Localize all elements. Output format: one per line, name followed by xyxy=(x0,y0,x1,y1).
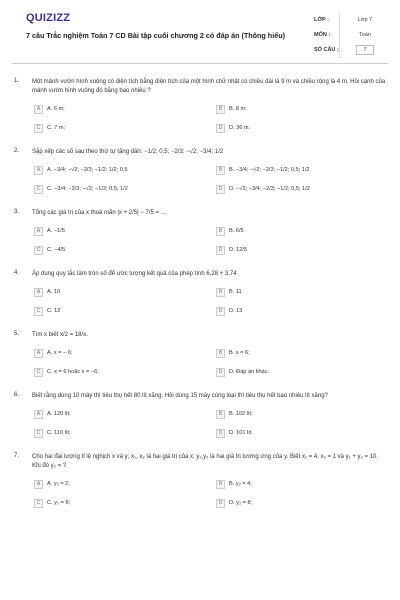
answer-text: D. 13 xyxy=(229,308,243,314)
answer-option-d[interactable] xyxy=(216,183,388,195)
worksheet-header xyxy=(12,0,388,64)
answer-text: B. 102 lít; xyxy=(229,411,253,417)
answer-text: A. 10 xyxy=(47,289,61,295)
answer-option-d[interactable] xyxy=(216,497,388,509)
answer-option-c[interactable] xyxy=(34,305,216,317)
answer-option-d[interactable] xyxy=(216,427,388,439)
answer-option-c[interactable] xyxy=(34,497,216,509)
answer-option-c[interactable] xyxy=(34,366,216,378)
answer-option-b[interactable] xyxy=(216,347,388,359)
question-4 xyxy=(14,270,386,317)
answer-text: C. y₂ = 6; xyxy=(47,500,71,506)
answer-letter-box: A xyxy=(34,166,43,175)
answer-option-a[interactable] xyxy=(34,225,216,237)
answer-letter-box: B xyxy=(216,480,225,489)
answer-option-b[interactable] xyxy=(216,478,388,490)
question-2 xyxy=(14,148,386,195)
answer-option-b[interactable] xyxy=(216,225,388,237)
answer-letter-box: C xyxy=(34,368,43,377)
meta-row-count xyxy=(314,42,374,57)
question-list xyxy=(14,78,386,523)
answer-letter-box: D xyxy=(216,185,225,194)
answer-text: C. 110 lít; xyxy=(47,430,71,436)
question-number: 6. xyxy=(14,392,20,398)
answer-letter-box: D xyxy=(216,124,225,133)
question-number: 5. xyxy=(14,331,20,337)
answer-text: A. −3/4; −√2; −2/3; −1/2; 1/2; 0,5 xyxy=(47,167,128,173)
meta-value-count: 7 xyxy=(356,45,374,55)
question-text: Tổng các giá trị của x thoả mãn |x + 2/5| − 7/5 = ... xyxy=(32,210,166,216)
question-number: 7. xyxy=(14,453,20,459)
answer-letter-box: A xyxy=(34,227,43,236)
answer-letter-box: B xyxy=(216,288,225,297)
answer-option-c[interactable] xyxy=(34,244,216,256)
answer-text: D. 36 m. xyxy=(229,125,251,131)
meta-value-grade: Lớp 7 xyxy=(357,16,373,23)
meta-label: MÔN : xyxy=(314,31,331,38)
answer-text: A. y₂ = 2; xyxy=(47,481,70,487)
answer-option-d[interactable] xyxy=(216,305,388,317)
answer-letter-box: C xyxy=(34,246,43,255)
answer-letter-box: D xyxy=(216,368,225,377)
answer-letter-box: B xyxy=(216,227,225,236)
answer-option-c[interactable] xyxy=(34,122,216,134)
answer-letter-box: C xyxy=(34,429,43,438)
question-text: Biết rằng dùng 10 máy thì tiêu thụ hết 80 lít xăng. Hỏi dùng 15 máy cùng loại thì tiêu thụ hết bao nhiêu lít xăng? xyxy=(32,393,328,399)
question-number: 1. xyxy=(14,78,20,84)
answer-letter-box: B xyxy=(216,410,225,419)
question-number: 3. xyxy=(14,209,20,215)
answer-option-a[interactable] xyxy=(34,103,216,115)
question-text: Áp dụng quy tắc làm tròn số để ước lượng kết quả của phép tính 6,28 + 3,74 xyxy=(32,271,237,277)
answer-text: D. 12/5 xyxy=(229,247,248,253)
answer-text: B. 8 m; xyxy=(229,106,247,112)
answer-letter-box: D xyxy=(216,246,225,255)
answer-text: B. 6/5 xyxy=(229,228,244,234)
answer-letter-box: A xyxy=(34,480,43,489)
meta-label: LỚP : xyxy=(314,16,329,23)
answer-letter-box: D xyxy=(216,429,225,438)
answer-letter-box: A xyxy=(34,349,43,358)
answer-option-b[interactable] xyxy=(216,408,388,420)
answer-text: B. x = 6; xyxy=(229,350,250,356)
answer-text: D. −√2; −3/4; −2/3; −1/2; 0,5; 1/2 xyxy=(229,186,310,192)
answer-option-a[interactable] xyxy=(34,164,216,176)
answer-text: D. 101 lít. xyxy=(229,430,253,436)
answer-option-a[interactable] xyxy=(34,347,216,359)
answer-text: C. 12 xyxy=(47,308,61,314)
answer-letter-box: C xyxy=(34,307,43,316)
answer-letter-box: C xyxy=(34,124,43,133)
meta-label: SỐ CÂU : xyxy=(314,46,339,53)
answer-letter-box: A xyxy=(34,410,43,419)
question-text: Cho hai đại lượng tỉ lệ nghịch x và y; x₁, x₂ là hai giá trị của x; y₁,y₂ là hai giá trị tương ứng của y. Biết x₁ = 4, x₂ = 1 và y₁ + y₂ = 10. Khi đó y₂ = ? xyxy=(32,454,379,469)
quizizz-logo: QUIZIZZ xyxy=(26,12,71,24)
answer-option-a[interactable] xyxy=(34,478,216,490)
meta-panel xyxy=(314,12,374,57)
answer-text: C. x = 6 hoặc x = −6; xyxy=(47,369,99,375)
answer-option-d[interactable] xyxy=(216,244,388,256)
question-3 xyxy=(14,209,386,256)
answer-letter-box: A xyxy=(34,288,43,297)
answer-text: D. Đáp án khác. xyxy=(229,369,270,375)
answer-text: A. 6 m; xyxy=(47,106,65,112)
answer-letter-box: B xyxy=(216,166,225,175)
answer-letter-box: D xyxy=(216,307,225,316)
answer-option-b[interactable] xyxy=(216,286,388,298)
question-text: Sắp xếp các số sau theo thứ tự tăng dần: −1/2; 0,5; −2/3; −√2; −3/4; 1/2 xyxy=(32,149,224,155)
answer-letter-box: D xyxy=(216,499,225,508)
worksheet-title: 7 câu Trắc nghiệm Toán 7 CD Bài tập cuối chương 2 có đáp án (Thông hiểu) xyxy=(26,31,285,40)
answer-option-d[interactable] xyxy=(216,122,388,134)
answer-text: B. 11 xyxy=(229,289,242,295)
answer-text: A. x = − 6; xyxy=(47,350,73,356)
answer-text: B. y₂ = 4; xyxy=(229,481,252,487)
question-number: 2. xyxy=(14,148,20,154)
question-1 xyxy=(14,78,386,134)
answer-letter-box: C xyxy=(34,499,43,508)
answer-letter-box: B xyxy=(216,105,225,114)
answer-text: C. −3/4; −2/3; −√2; −1/2; 0,5; 1/2 xyxy=(47,186,128,192)
answer-text: A. −1/5 xyxy=(47,228,65,234)
answer-option-b[interactable] xyxy=(216,164,388,176)
answer-text: D. y₂ = 8; xyxy=(229,500,253,506)
answer-text: A. 120 lít; xyxy=(47,411,71,417)
answer-option-a[interactable] xyxy=(34,286,216,298)
question-5 xyxy=(14,331,386,378)
answer-letter-box: A xyxy=(34,105,43,114)
answer-letter-box: C xyxy=(34,185,43,194)
answer-option-d[interactable] xyxy=(216,366,388,378)
question-text: Tìm x biết x/2 = 18/x. xyxy=(32,332,88,338)
question-number: 4. xyxy=(14,270,20,276)
answer-option-c[interactable] xyxy=(34,427,216,439)
answer-text: C. −4/5 xyxy=(47,247,66,253)
question-7 xyxy=(14,453,386,509)
meta-value-subject: Toán xyxy=(359,31,371,38)
meta-row-grade xyxy=(314,12,374,27)
answer-letter-box: B xyxy=(216,349,225,358)
question-text: Một mảnh vườn hình vuông có diện tích bằng diện tích của một hình chữ nhật có chiều dài là 9 m và chiều rộng là 4 m. Hỏi cạnh của mảnh vườn hình vuông đó bằng bao nhiêu ? xyxy=(32,79,386,94)
answer-text: B. −3/4; −√2; −2/3; −1/2; 0,5; 1/2 xyxy=(229,167,310,173)
answer-option-b[interactable] xyxy=(216,103,388,115)
question-6 xyxy=(14,392,386,439)
answer-text: C. 7 m; xyxy=(47,125,66,131)
answer-option-a[interactable] xyxy=(34,408,216,420)
answer-option-c[interactable] xyxy=(34,183,216,195)
meta-row-subject xyxy=(314,27,374,42)
